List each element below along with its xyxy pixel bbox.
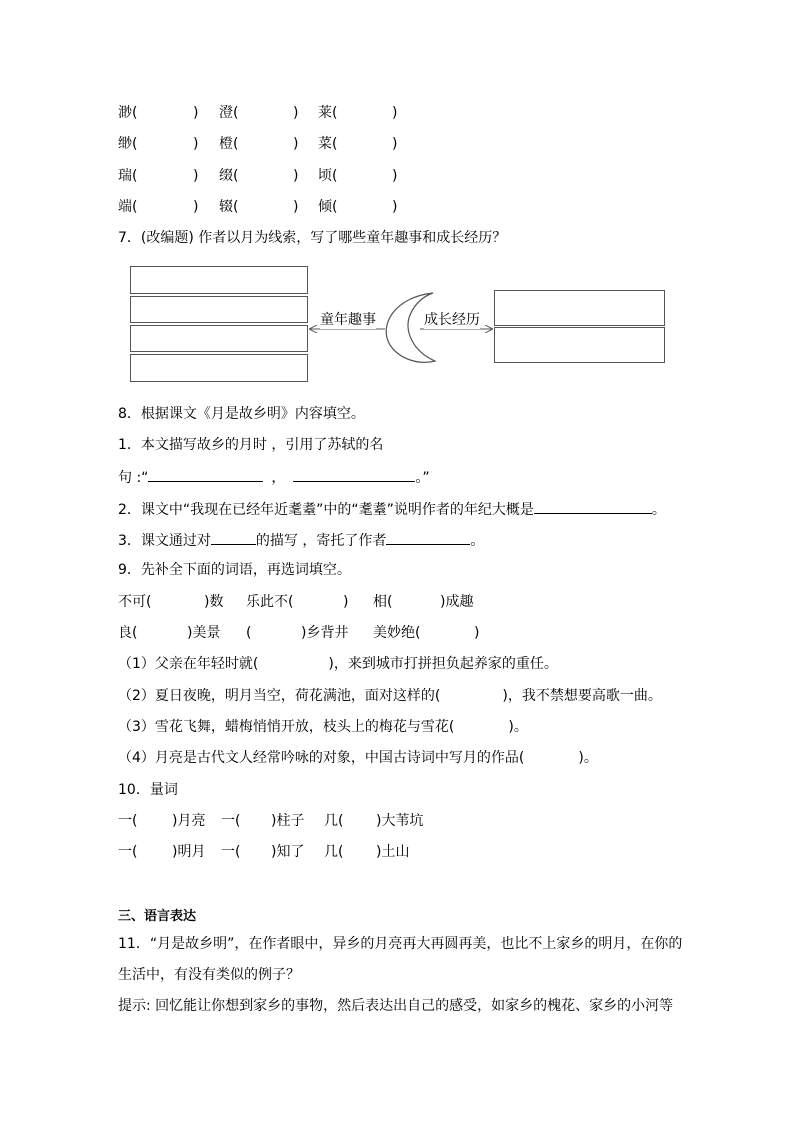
q8-item1-blank-1[interactable]	[148, 467, 263, 482]
grid-paren: )	[193, 168, 199, 184]
grid-char: 端(	[118, 199, 138, 215]
grid-char: 橙(	[219, 136, 239, 152]
measure-end: )柱子	[271, 813, 305, 829]
grid-char: 澄(	[219, 105, 239, 121]
idiom-end: )美景	[187, 625, 221, 641]
sentence-text: （1）父亲在年轻时就(	[118, 656, 259, 672]
q8-item3-blank-1[interactable]	[211, 530, 256, 545]
sentence-text: （2）夏日夜晚，明月当空，荷花满池，面对这样的(	[118, 688, 441, 704]
section-heading: 三、语言表达	[118, 909, 197, 924]
grid-char: 倾(	[318, 199, 338, 215]
q8-item1-prefix: 句 :“	[118, 470, 149, 486]
idiom-start: 相(	[373, 594, 393, 610]
left-answer-box-3[interactable]	[130, 325, 308, 352]
idiom-end: )	[474, 625, 480, 641]
sentence-text: )。	[508, 719, 528, 735]
grid-char: 渺(	[118, 105, 138, 121]
grid-paren: )	[193, 199, 199, 215]
q10-title: 10．量词	[118, 782, 178, 798]
left-answer-box-2[interactable]	[130, 296, 308, 323]
q8-item1-mid: ，	[271, 470, 286, 486]
measure-end: )月亮	[172, 813, 206, 829]
grid-char: 莱(	[318, 105, 338, 121]
q9-sentence-2	[118, 687, 662, 705]
measure-start: 一(	[118, 813, 138, 829]
idiom-start: 良(	[118, 625, 138, 641]
measure-end: )知了	[271, 844, 305, 860]
q8-item3-blank-2[interactable]	[386, 530, 470, 545]
q8-item3	[118, 530, 484, 550]
idiom-start: 不可(	[118, 594, 152, 610]
q8-item3-suffix: 。	[470, 533, 485, 549]
left-label: 童年趣事	[320, 312, 376, 328]
idiom-end: )	[343, 594, 349, 610]
q9-sentence-3	[118, 718, 528, 736]
sentence-text: )，我不禁想要高歌一曲。	[502, 688, 662, 704]
q8-title: 8．根据课文《月是故乡明》内容填空。	[118, 406, 365, 422]
grid-paren: )	[293, 168, 299, 184]
sentence-text: )。	[578, 750, 598, 766]
q8-item2-blank[interactable]	[534, 499, 652, 514]
grid-paren: )	[392, 136, 398, 152]
q8-item1-blank-2[interactable]	[293, 467, 415, 482]
q7-question: 7．(改编题) 作者以月为线索，写了哪些童年趣事和成长经历？	[118, 230, 507, 246]
q9-sentence-4	[118, 749, 598, 767]
grid-char: 顷(	[318, 168, 338, 184]
left-answer-box-1[interactable]	[130, 266, 308, 294]
q11-hint: 提示: 回忆能让你想到家乡的事物，然后表达出自己的感受，如家乡的槐花、家乡的小河等	[118, 998, 674, 1014]
idiom-end: )乡背井	[301, 625, 349, 641]
idiom-start: 美妙绝(	[373, 625, 421, 641]
measure-start: 一(	[221, 844, 241, 860]
grid-char: 菜(	[318, 136, 338, 152]
grid-paren: )	[392, 105, 398, 121]
grid-paren: )	[193, 136, 199, 152]
q8-item1-a: 1．本文描写故乡的月时 ，引用了苏轼的名	[118, 437, 384, 453]
measure-end: )明月	[172, 844, 206, 860]
measure-start: 几(	[324, 844, 344, 860]
q8-item1-b	[118, 467, 430, 487]
idiom-start: (	[246, 625, 252, 641]
idiom-start: 乐此不(	[246, 594, 294, 610]
q8-item3-mid: 的描写 ，寄托了作者	[255, 533, 387, 549]
q9-sentence-1	[118, 655, 558, 673]
idiom-end: )成趣	[440, 594, 474, 610]
measure-start: 一(	[118, 844, 138, 860]
idiom-end: )数	[204, 594, 224, 610]
measure-end: )大苇坑	[376, 813, 424, 829]
grid-char: 缈(	[118, 136, 138, 152]
grid-paren: )	[293, 105, 299, 121]
grid-paren: )	[293, 136, 299, 152]
sentence-text: （4）月亮是古代文人经常吟咏的对象，中国古诗词中写月的作品(	[118, 750, 525, 766]
grid-char: 辍(	[219, 199, 239, 215]
q8-item2	[118, 499, 666, 519]
sentence-text: （3）雪花飞舞，蜡梅悄悄开放，枝头上的梅花与雪花(	[118, 719, 455, 735]
right-answer-box-1[interactable]	[494, 290, 665, 326]
left-answer-box-4[interactable]	[130, 354, 308, 382]
right-label: 成长经历	[424, 312, 480, 328]
q8-item2-text: 2．课文中“我现在已经年近耄耋”中的“耄耋”说明作者的年纪大概是	[118, 502, 534, 518]
q9-title: 9．先补全下面的词语，再选词填空。	[118, 562, 351, 578]
measure-start: 一(	[221, 813, 241, 829]
measure-end: )土山	[376, 844, 410, 860]
grid-char: 缀(	[219, 168, 239, 184]
grid-paren: )	[293, 199, 299, 215]
q8-item1-suffix: 。”	[415, 470, 430, 486]
grid-paren: )	[392, 168, 398, 184]
q8-item2-suffix: 。	[651, 502, 666, 518]
sentence-text: )，来到城市打拼担负起养家的重任。	[328, 656, 558, 672]
grid-char: 瑞(	[118, 168, 138, 184]
q11-line-2: 生活中，有没有类似的例子？	[118, 967, 300, 983]
q8-item3-text: 3．课文通过对	[118, 533, 211, 549]
q11-line-1: 11．“月是故乡明”，在作者眼中，异乡的月亮再大再圆再美，也比不上家乡的明月，在你的	[118, 936, 683, 952]
grid-paren: )	[193, 105, 199, 121]
right-answer-box-2[interactable]	[494, 327, 665, 363]
measure-start: 几(	[324, 813, 344, 829]
grid-paren: )	[392, 199, 398, 215]
